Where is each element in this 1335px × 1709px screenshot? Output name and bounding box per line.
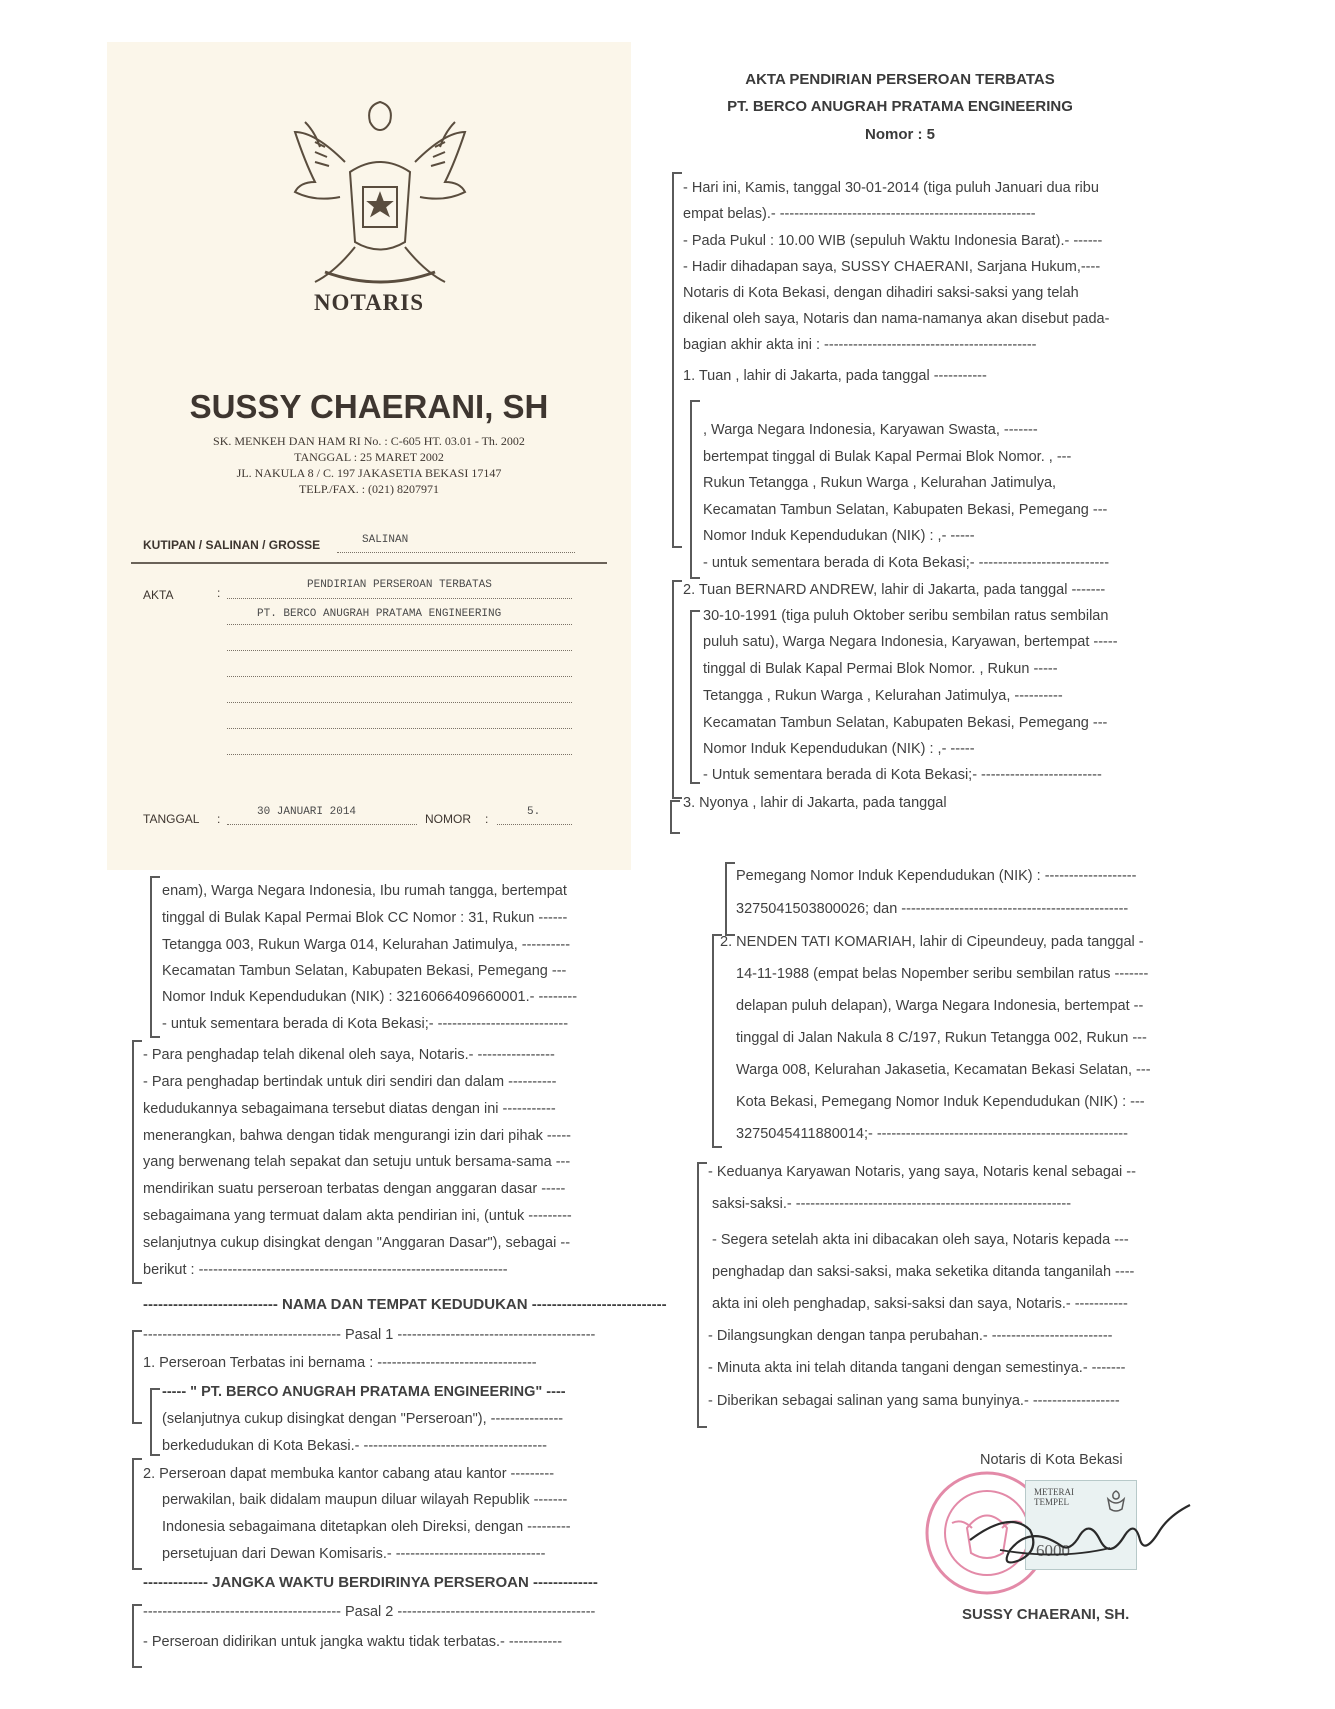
- paragraph-bracket: [672, 580, 682, 799]
- right-top-line: puluh satu), Warga Negara Indonesia, Karyawan, bertempat -----: [703, 634, 1118, 650]
- doc-title-1: AKTA PENDIRIAN PERSEROAN TERBATAS: [745, 71, 1055, 88]
- right-bottom-line: - Dilangsungkan dengan tanpa perubahan.- -------------------------: [708, 1328, 1113, 1344]
- left-line: menerangkan, bahwa dengan tidak mengurangi izin dari pihak -----: [143, 1128, 571, 1144]
- paragraph-bracket: [132, 1604, 142, 1668]
- pasal-2-label: ----------------------------------------- Pasal 2 -----------------------------------------: [143, 1604, 596, 1620]
- left-line: Nomor Induk Kependudukan (NIK) : 3216066409660001.- --------: [162, 989, 578, 1005]
- left-line: perwakilan, baik didalam maupun diluar wilayah Republik -------: [162, 1492, 568, 1508]
- right-top-line: tinggal di Bulak Kapal Permai Blok Nomor. , Rukun -----: [703, 661, 1058, 677]
- cover-meta-sk: SK. MENKEH DAN HAM RI No. : C-605 HT. 03.01 - Th. 2002: [213, 434, 525, 448]
- right-top-line: bagian akhir akta ini : --------------------------------------------: [683, 337, 1037, 353]
- right-bottom-line: penghadap dan saksi-saksi, maka seketika ditanda tanganilah ----: [712, 1264, 1135, 1280]
- right-bottom-line: - Keduanya Karyawan Notaris, yang saya, Notaris kenal sebagai --: [708, 1164, 1136, 1180]
- right-top-line: - untuk sementara berada di Kota Bekasi;- ---------------------------: [703, 555, 1110, 571]
- left-line: yang berwenang telah sepakat dan setuju untuk bersama-sama ---: [143, 1154, 571, 1170]
- left-line: 2. Perseroan dapat membuka kantor cabang atau kantor ---------: [143, 1466, 555, 1482]
- divider: [131, 562, 607, 564]
- right-top-line: - Hadir dihadapan saya, SUSSY CHAERANI, Sarjana Hukum,----: [683, 259, 1101, 275]
- right-bottom-line: akta ini oleh penghadap, saksi-saksi dan saya, Notaris.- -----------: [712, 1296, 1128, 1312]
- cover-copy-type-label: KUTIPAN / SALINAN / GROSSE: [143, 538, 321, 552]
- section-heading-jangka: ------------- JANGKA WAKTU BERDIRINYA PERSEROAN -------------: [143, 1574, 598, 1591]
- right-bottom-line: delapan puluh delapan), Warga Negara Indonesia, bertempat --: [736, 998, 1144, 1014]
- left-line: enam), Warga Negara Indonesia, Ibu rumah tangga, bertempat: [162, 883, 567, 899]
- right-bottom-line: 3275045411880014;- ----------------------------------------------------: [736, 1126, 1128, 1142]
- cover-akta-value-2: PT. BERCO ANUGRAH PRATAMA ENGINEERING: [257, 608, 502, 620]
- right-bottom-line: Warga 008, Kelurahan Jakasetia, Kecamatan Bekasi Selatan, ---: [736, 1062, 1151, 1078]
- left-line: sebagaimana yang termuat dalam akta pendirian ini, (untuk ---------: [143, 1208, 572, 1224]
- paragraph-bracket: [690, 400, 700, 579]
- divider: [227, 676, 572, 677]
- right-bottom-line: saksi-saksi.- ---------------------------------------------------------: [712, 1196, 1072, 1212]
- cover-akta-label: AKTA: [143, 588, 174, 602]
- cover-nomor-label: NOMOR: [425, 812, 471, 826]
- right-top-line: Notaris di Kota Bekasi, dengan dihadiri saksi-saksi yang telah: [683, 285, 1079, 301]
- left-line: kedudukannya sebagaimana tersebut diatas dengan ini -----------: [143, 1101, 556, 1117]
- stamp-label: METERAI TEMPEL: [1034, 1487, 1074, 1507]
- left-line: selanjutnya cukup disingkat dengan "Anggaran Dasar"), sebagai --: [143, 1235, 571, 1251]
- right-top-line: - Hari ini, Kamis, tanggal 30-01-2014 (tiga puluh Januari dua ribu: [683, 180, 1099, 196]
- cover-meta-phone: TELP./FAX. : (021) 8207971: [298, 482, 440, 496]
- right-top-line: 30-10-1991 (tiga puluh Oktober seribu sembilan ratus sembilan: [703, 608, 1109, 624]
- stamp-value: 6000: [1036, 1541, 1070, 1560]
- right-top-line: Rukun Tetangga , Rukun Warga , Kelurahan Jatimulya,: [703, 475, 1057, 491]
- right-bottom-line: - Diberikan sebagai salinan yang sama bunyinya.- ------------------: [708, 1393, 1120, 1409]
- right-top-line: - Untuk sementara berada di Kota Bekasi;- -------------------------: [703, 767, 1102, 783]
- right-top-line: 2. Tuan BERNARD ANDREW, lahir di Jakarta, pada tanggal -------: [683, 582, 1106, 598]
- left-line: - Para penghadap telah dikenal oleh saya, Notaris.- ----------------: [143, 1047, 555, 1063]
- left-line: (selanjutnya cukup disingkat dengan "Perseroan"), ---------------: [162, 1411, 564, 1427]
- colon: :: [217, 812, 221, 826]
- right-top-line: , Warga Negara Indonesia, Karyawan Swasta, -------: [703, 422, 1038, 438]
- right-top-line: Nomor Induk Kependudukan (NIK) : ,- -----: [703, 741, 975, 757]
- paragraph-bracket: [132, 1458, 142, 1570]
- right-bottom-line: - Minuta akta ini telah ditanda tangani dengan semestinya.- -------: [708, 1360, 1126, 1376]
- divider: [227, 650, 572, 651]
- right-top-line: Kecamatan Tambun Selatan, Kabupaten Bekasi, Pemegang ---: [703, 502, 1108, 518]
- paragraph-bracket: [672, 172, 682, 548]
- paragraph-bracket: [150, 876, 160, 1038]
- handwritten-signature: [960, 1490, 1230, 1580]
- cover-notary-name: SUSSY CHAERANI, SH: [189, 388, 549, 425]
- colon: :: [485, 812, 489, 826]
- paragraph-bracket: [150, 1388, 160, 1456]
- right-top-line: 3. Nyonya , lahir di Jakarta, pada tanggal: [683, 795, 947, 811]
- cover-page: [107, 42, 631, 870]
- right-bottom-line: 2. NENDEN TATI KOMARIAH, lahir di Cipeundeuy, pada tanggal -: [720, 934, 1144, 950]
- right-top-line: bertempat tinggal di Bulak Kapal Permai Blok Nomor. , ---: [703, 449, 1072, 465]
- left-line: Tetangga 003, Rukun Warga 014, Kelurahan Jatimulya, ----------: [162, 937, 571, 953]
- left-line: - untuk sementara berada di Kota Bekasi;- ---------------------------: [162, 1016, 569, 1032]
- cover-copy-type-value: SALINAN: [362, 534, 409, 546]
- right-bottom-line: - Segera setelah akta ini dibacakan oleh saya, Notaris kepada ---: [712, 1232, 1129, 1248]
- right-bottom-line: Kota Bekasi, Pemegang Nomor Induk Kependudukan (NIK) : ---: [736, 1094, 1145, 1110]
- signature-place: Notaris di Kota Bekasi: [980, 1452, 1123, 1468]
- divider: [227, 624, 572, 625]
- paragraph-bracket: [697, 1162, 707, 1428]
- paragraph-bracket: [132, 1330, 142, 1424]
- divider: [227, 598, 572, 599]
- right-bottom-line: 14-11-1988 (empat belas Nopember seribu sembilan ratus -------: [736, 966, 1149, 982]
- right-top-line: dikenal oleh saya, Notaris dan nama-namanya akan disebut pada-: [683, 311, 1110, 327]
- left-line: persetujuan dari Dewan Komisaris.- -------------------------------: [162, 1546, 546, 1562]
- left-line: Indonesia sebagaimana ditetapkan oleh Direksi, dengan ---------: [162, 1519, 571, 1535]
- section-heading-nama: --------------------------- NAMA DAN TEMPAT KEDUDUKAN ---------------------------: [143, 1296, 667, 1313]
- pasal-1-label: ----------------------------------------- Pasal 1 -----------------------------------------: [143, 1327, 596, 1343]
- cover-meta-tanggal: TANGGAL : 25 MARET 2002: [294, 450, 444, 464]
- right-top-line: Tetangga , Rukun Warga , Kelurahan Jatimulya, ----------: [703, 688, 1063, 704]
- cover-tanggal-value: 30 JANUARI 2014: [257, 806, 357, 818]
- right-bottom-line: Pemegang Nomor Induk Kependudukan (NIK) : -------------------: [736, 868, 1137, 884]
- right-top-line: Kecamatan Tambun Selatan, Kabupaten Bekasi, Pemegang ---: [703, 715, 1108, 731]
- signature-name: SUSSY CHAERANI, SH.: [962, 1606, 1130, 1623]
- cover-akta-value-1: PENDIRIAN PERSEROAN TERBATAS: [307, 579, 492, 591]
- paragraph-bracket: [712, 934, 722, 1148]
- left-line: 1. Perseroan Terbatas ini bernama : ---------------------------------: [143, 1355, 537, 1371]
- cover-notaris-label: NOTARIS: [313, 290, 425, 315]
- paragraph-bracket: [690, 610, 700, 784]
- right-top-line: empat belas).- -----------------------------------------------------: [683, 206, 1036, 222]
- doc-number: Nomor : 5: [864, 126, 935, 143]
- right-top-line: - Pada Pukul : 10.00 WIB (sepuluh Waktu Indonesia Barat).- ------: [683, 233, 1103, 249]
- garuda-emblem-icon: [285, 82, 475, 302]
- left-line: - Perseroan didirikan untuk jangka waktu tidak terbatas.- -----------: [143, 1634, 563, 1650]
- left-line: tinggal di Bulak Kapal Permai Blok CC Nomor : 31, Rukun ------: [162, 910, 568, 926]
- right-bottom-line: 3275041503800026; dan -----------------------------------------------: [736, 901, 1129, 917]
- cover-nomor-value: 5.: [527, 806, 541, 818]
- doc-title-2: PT. BERCO ANUGRAH PRATAMA ENGINEERING: [727, 98, 1073, 115]
- divider: [227, 728, 572, 729]
- paragraph-bracket: [725, 862, 735, 936]
- left-line: mendirikan suatu perseroan terbatas dengan anggaran dasar -----: [143, 1181, 566, 1197]
- left-line: Kecamatan Tambun Selatan, Kabupaten Bekasi, Pemegang ---: [162, 963, 567, 979]
- left-line: berkedudukan di Kota Bekasi.- --------------------------------------: [162, 1438, 548, 1454]
- company-name-line: ----- " PT. BERCO ANUGRAH PRATAMA ENGINEERING" ----: [162, 1384, 566, 1400]
- left-line: berikut : ----------------------------------------------------------------: [143, 1262, 508, 1278]
- right-top-line: 1. Tuan , lahir di Jakarta, pada tanggal -----------: [683, 368, 987, 384]
- paragraph-bracket: [132, 1040, 142, 1284]
- divider: [227, 754, 572, 755]
- divider: [337, 552, 575, 553]
- cover-tanggal-label: TANGGAL: [143, 812, 200, 826]
- paragraph-bracket: [670, 800, 680, 834]
- cover-meta-address: JL. NAKULA 8 / C. 197 JAKASETIA BEKASI 17147: [236, 466, 502, 480]
- right-top-line: Nomor Induk Kependudukan (NIK) : ,- -----: [703, 528, 975, 544]
- divider: [227, 824, 417, 825]
- colon: :: [217, 586, 221, 600]
- divider: [497, 824, 572, 825]
- right-bottom-line: tinggal di Jalan Nakula 8 C/197, Rukun Tetangga 002, Rukun ---: [736, 1030, 1147, 1046]
- left-line: - Para penghadap bertindak untuk diri sendiri dan dalam ----------: [143, 1074, 557, 1090]
- divider: [227, 702, 572, 703]
